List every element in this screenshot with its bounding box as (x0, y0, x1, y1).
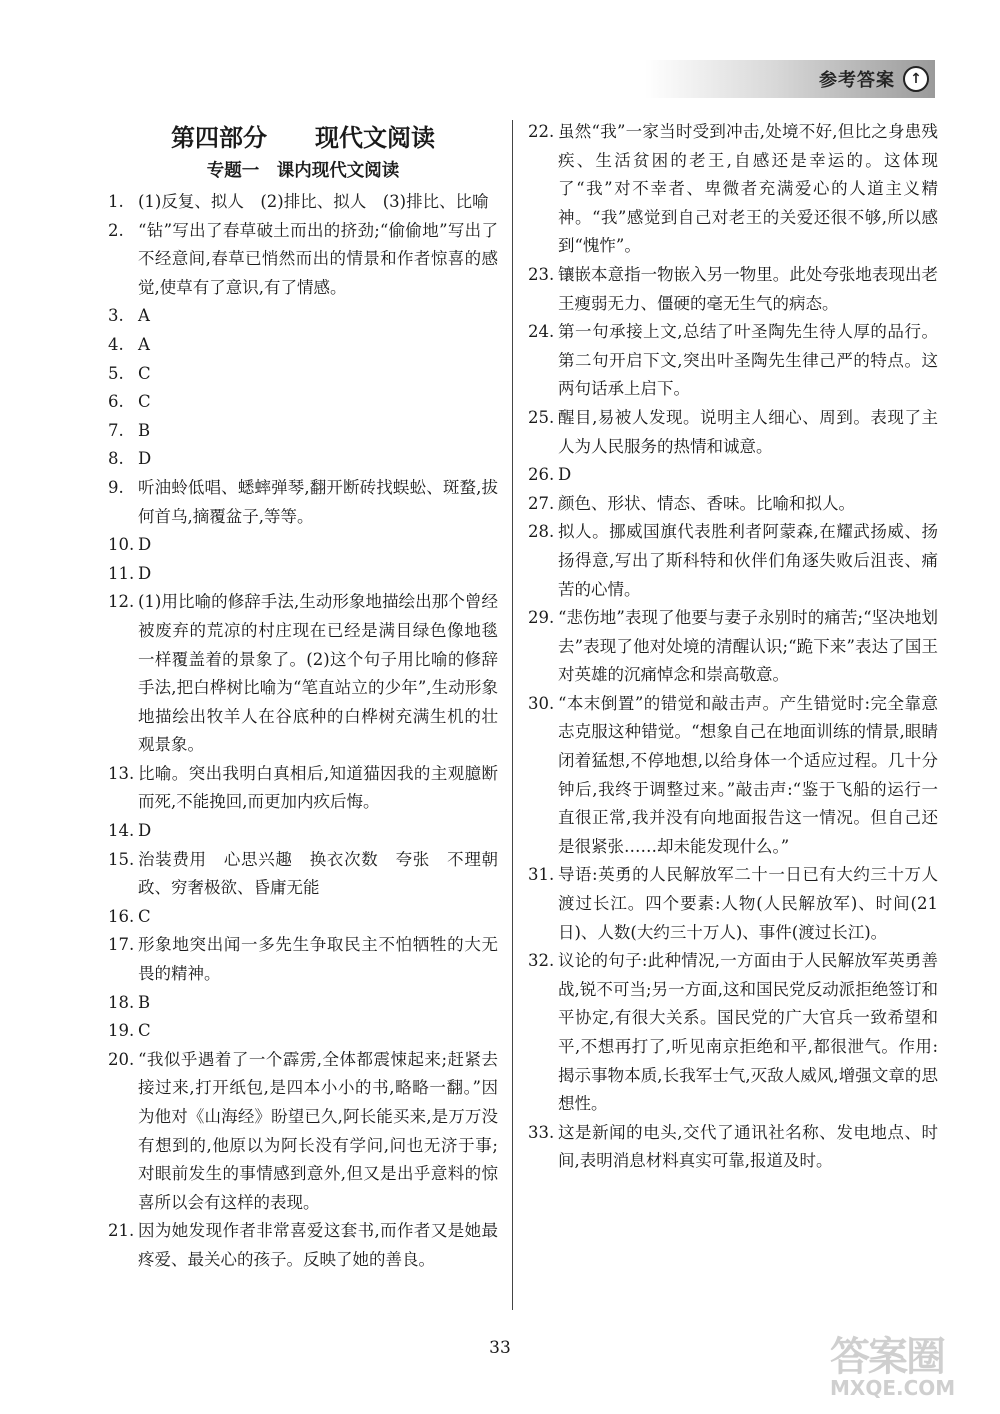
answer-item (108, 217, 498, 303)
right-answer-list (528, 118, 938, 1176)
answer-text: 形象地突出闻一多先生争取民主不怕牺牲的大无畏的精神。 (138, 935, 498, 984)
answer-item (108, 474, 498, 531)
answer-text: D (138, 563, 152, 583)
answer-text: C (138, 363, 151, 383)
answer-text: (1)用比喻的修辞手法,生动形象地描绘出那个曾经被废弃的荒凉的村庄现在已经是满目绿色像地毯一样覆盖着的景象了。(2)这个句子用比喻的修辞手法,把白桦树比喻为“笔直站立的少年”,生动形象地描绘出牧羊人在谷底种的白桦树充满生机的壮观景象。 (138, 592, 498, 755)
answer-item (528, 490, 938, 519)
answer-item (108, 417, 498, 446)
answer-item (108, 1217, 498, 1274)
answer-number: 12. (108, 592, 135, 612)
answer-item (108, 531, 498, 560)
answer-text: D (138, 535, 152, 555)
page-number: 33 (489, 1338, 511, 1358)
answer-item (528, 461, 938, 490)
answer-number: 16. (108, 906, 135, 926)
answer-item (108, 388, 498, 417)
answer-text: 醒目,易被人发现。说明主人细心、周到。表现了主人为人民服务的热情和诚意。 (558, 407, 938, 456)
header-banner (645, 60, 935, 98)
answer-number: 29. (528, 608, 555, 628)
answer-number: 5. (108, 363, 124, 383)
answer-text: 第一句承接上文,总结了叶圣陶先生待人厚的品行。第二句开启下文,突出叶圣陶先生律己严的特点。这两句话承上启下。 (558, 322, 938, 399)
answer-text: A (138, 306, 150, 326)
left-answer-list (108, 188, 498, 1275)
part-title: 第四部分 现代文阅读 (171, 124, 435, 152)
answer-text: B (138, 992, 151, 1012)
answer-text: C (138, 906, 151, 926)
answer-number: 20. (108, 1049, 135, 1069)
answer-item (108, 931, 498, 988)
answer-text: 镶嵌本意指一物嵌入另一物里。此处夸张地表现出老王瘦弱无力、僵硬的毫无生气的病态。 (558, 264, 938, 313)
answer-item (108, 817, 498, 846)
answer-number: 14. (108, 821, 135, 841)
answer-item (108, 903, 498, 932)
answer-text: 听油蛉低唱、蟋蟀弹琴,翻开断砖找蜈蚣、斑蝥,拔何首乌,摘覆盆子,等等。 (138, 477, 498, 526)
answer-item (528, 604, 938, 690)
answer-item (528, 518, 938, 604)
answer-item (108, 188, 498, 217)
answer-number: 1. (108, 192, 124, 211)
answer-item (528, 690, 938, 862)
answer-number: 26. (528, 465, 555, 485)
answer-number: 13. (108, 763, 135, 783)
answer-number: 15. (108, 849, 135, 869)
answer-item (108, 846, 498, 903)
answer-number: 10. (108, 535, 135, 555)
answer-text: (1)反复、拟人 (2)排比、拟人 (3)排比、比喻 (138, 192, 489, 211)
answer-item (108, 760, 498, 817)
answer-item (108, 331, 498, 360)
answer-text: C (138, 1021, 151, 1041)
answer-text: D (138, 821, 152, 841)
answer-number: 25. (528, 407, 555, 427)
answer-number: 18. (108, 992, 135, 1012)
answer-text: 这是新闻的电头,交代了通讯社名称、发电地点、时间,表明消息材料真实可靠,报道及时。 (558, 1122, 938, 1171)
answer-item (528, 118, 938, 261)
answer-item (108, 1017, 498, 1046)
answer-item (108, 588, 498, 760)
answer-text: D (138, 449, 152, 469)
column-divider (512, 120, 513, 1310)
left-column (108, 118, 498, 1275)
answer-item (528, 1119, 938, 1176)
answer-number: 32. (528, 951, 555, 971)
answer-item (528, 861, 938, 947)
answer-number: 19. (108, 1021, 135, 1041)
header-label: 参考答案 (819, 70, 895, 91)
answer-number: 24. (528, 322, 555, 342)
answer-number: 2. (108, 220, 124, 240)
answer-text: B (138, 420, 151, 440)
answer-number: 3. (108, 306, 124, 326)
answer-number: 31. (528, 865, 555, 885)
answer-number: 4. (108, 334, 124, 354)
right-column (528, 118, 938, 1176)
answer-text: 治装费用 心思兴趣 换衣次数 夸张 不理朝政、穷奢极欲、昏庸无能 (138, 849, 498, 898)
answer-number: 8. (108, 449, 124, 469)
answer-item (108, 989, 498, 1018)
answer-item (528, 947, 938, 1119)
answer-number: 22. (528, 122, 555, 141)
answer-text: C (138, 392, 151, 412)
answer-text: A (138, 334, 150, 354)
answer-text: 因为她发现作者非常喜爱这套书,而作者又是她最疼爱、最关心的孩子。反映了她的善良。 (138, 1221, 498, 1269)
answer-number: 27. (528, 493, 555, 513)
answer-number: 30. (528, 693, 555, 713)
topic-title: 专题一 课内现代文阅读 (206, 161, 400, 181)
answer-number: 9. (108, 477, 124, 497)
answer-item (108, 445, 498, 474)
answer-item (528, 404, 938, 461)
answer-item (108, 1046, 498, 1218)
answer-item (108, 560, 498, 589)
answer-text: “悲伤地”表现了他要与妻子永别时的痛苦;“坚决地划去”表现了他对处境的清醒认识;“跪下来”表达了国王对英雄的沉痛悼念和崇高敬意。 (558, 608, 938, 685)
up-arrow-icon: ↑ (903, 66, 929, 92)
answer-text: “我似乎遇着了一个霹雳,全体都震悚起来;赶紧去接过来,打开纸包,是四本小小的书,略略一翻。”因为他对《山海经》盼望已久,阿长能买来,是万万没有想到的,他原以为阿长没有学问,问也无济于事;对眼前发生的事情感到意外,但又是出乎意料的惊喜所以会有这样的表现。 (138, 1049, 498, 1212)
answer-text: “钻”写出了春草破土而出的挤劲;“偷偷地”写出了不经意间,春草已悄然而出的情景和作者惊喜的感觉,使草有了意识,有了情感。 (138, 220, 498, 297)
answer-number: 6. (108, 392, 124, 412)
watermark-logo (830, 1325, 980, 1405)
answer-text: 虽然“我”一家当时受到冲击,处境不好,但比之身患残疾、生活贫困的老王,自感还是幸运的。这体现了“我”对不幸者、卑微者充满爱心的人道主义精神。“我”感觉到自己对老王的关爱还很不够,所以感到“愧怍”。 (558, 122, 938, 256)
answer-text: 颜色、形状、情态、香味。比喻和拟人。 (558, 493, 855, 513)
answer-text: 拟人。挪威国旗代表胜利者阿蒙森,在耀武扬威、扬扬得意,写出了斯科特和伙伴们角逐失败后沮丧、痛苦的心情。 (558, 522, 938, 599)
answer-text: D (558, 465, 572, 485)
watermark-url: MXQE.COM (830, 1376, 956, 1400)
answer-number: 28. (528, 522, 555, 542)
answer-number: 7. (108, 420, 124, 440)
answer-number: 23. (528, 264, 555, 284)
answer-item (528, 261, 938, 318)
answer-text: “本末倒置”的错觉和敲击声。产生错觉时:完全靠意志克服这种错觉。“想象自己在地面训练的情景,眼睛闭着猛想,不停地想,以给身体一个适应过程。几十分钟后,我终于调整过来。”敲击声:“鉴于飞船的运行一直很正常,我并没有向地面报告这一情况。但自己还是很紧张……却未能发现什么。” (558, 693, 938, 856)
answer-number: 33. (528, 1122, 555, 1142)
answer-item (528, 318, 938, 404)
answer-number: 11. (108, 563, 135, 583)
answer-number: 21. (108, 1221, 135, 1241)
answer-item (108, 302, 498, 331)
answer-text: 导语:英勇的人民解放军二十一日已有大约三十万人渡过长江。四个要素:人物(人民解放军)、时间(21日)、人数(大约三十万人)、事件(渡过长江)。 (558, 865, 938, 942)
answer-number: 17. (108, 935, 135, 955)
watermark-main: 答案圈 (830, 1334, 944, 1380)
answer-text: 议论的句子:此种情况,一方面由于人民解放军英勇善战,锐不可当;另一方面,这和国民党反动派拒绝签订和平协定,有很大关系。国民党的广大官兵一致希望和平,不想再打了,听见南京拒绝和平,都很泄气。作用:揭示事物本质,长我军士气,灭敌人威风,增强文章的思想性。 (558, 951, 938, 1114)
answer-text: 比喻。突出我明白真相后,知道猫因我的主观臆断而死,不能挽回,而更加内疚后悔。 (138, 763, 498, 812)
answer-item (108, 360, 498, 389)
